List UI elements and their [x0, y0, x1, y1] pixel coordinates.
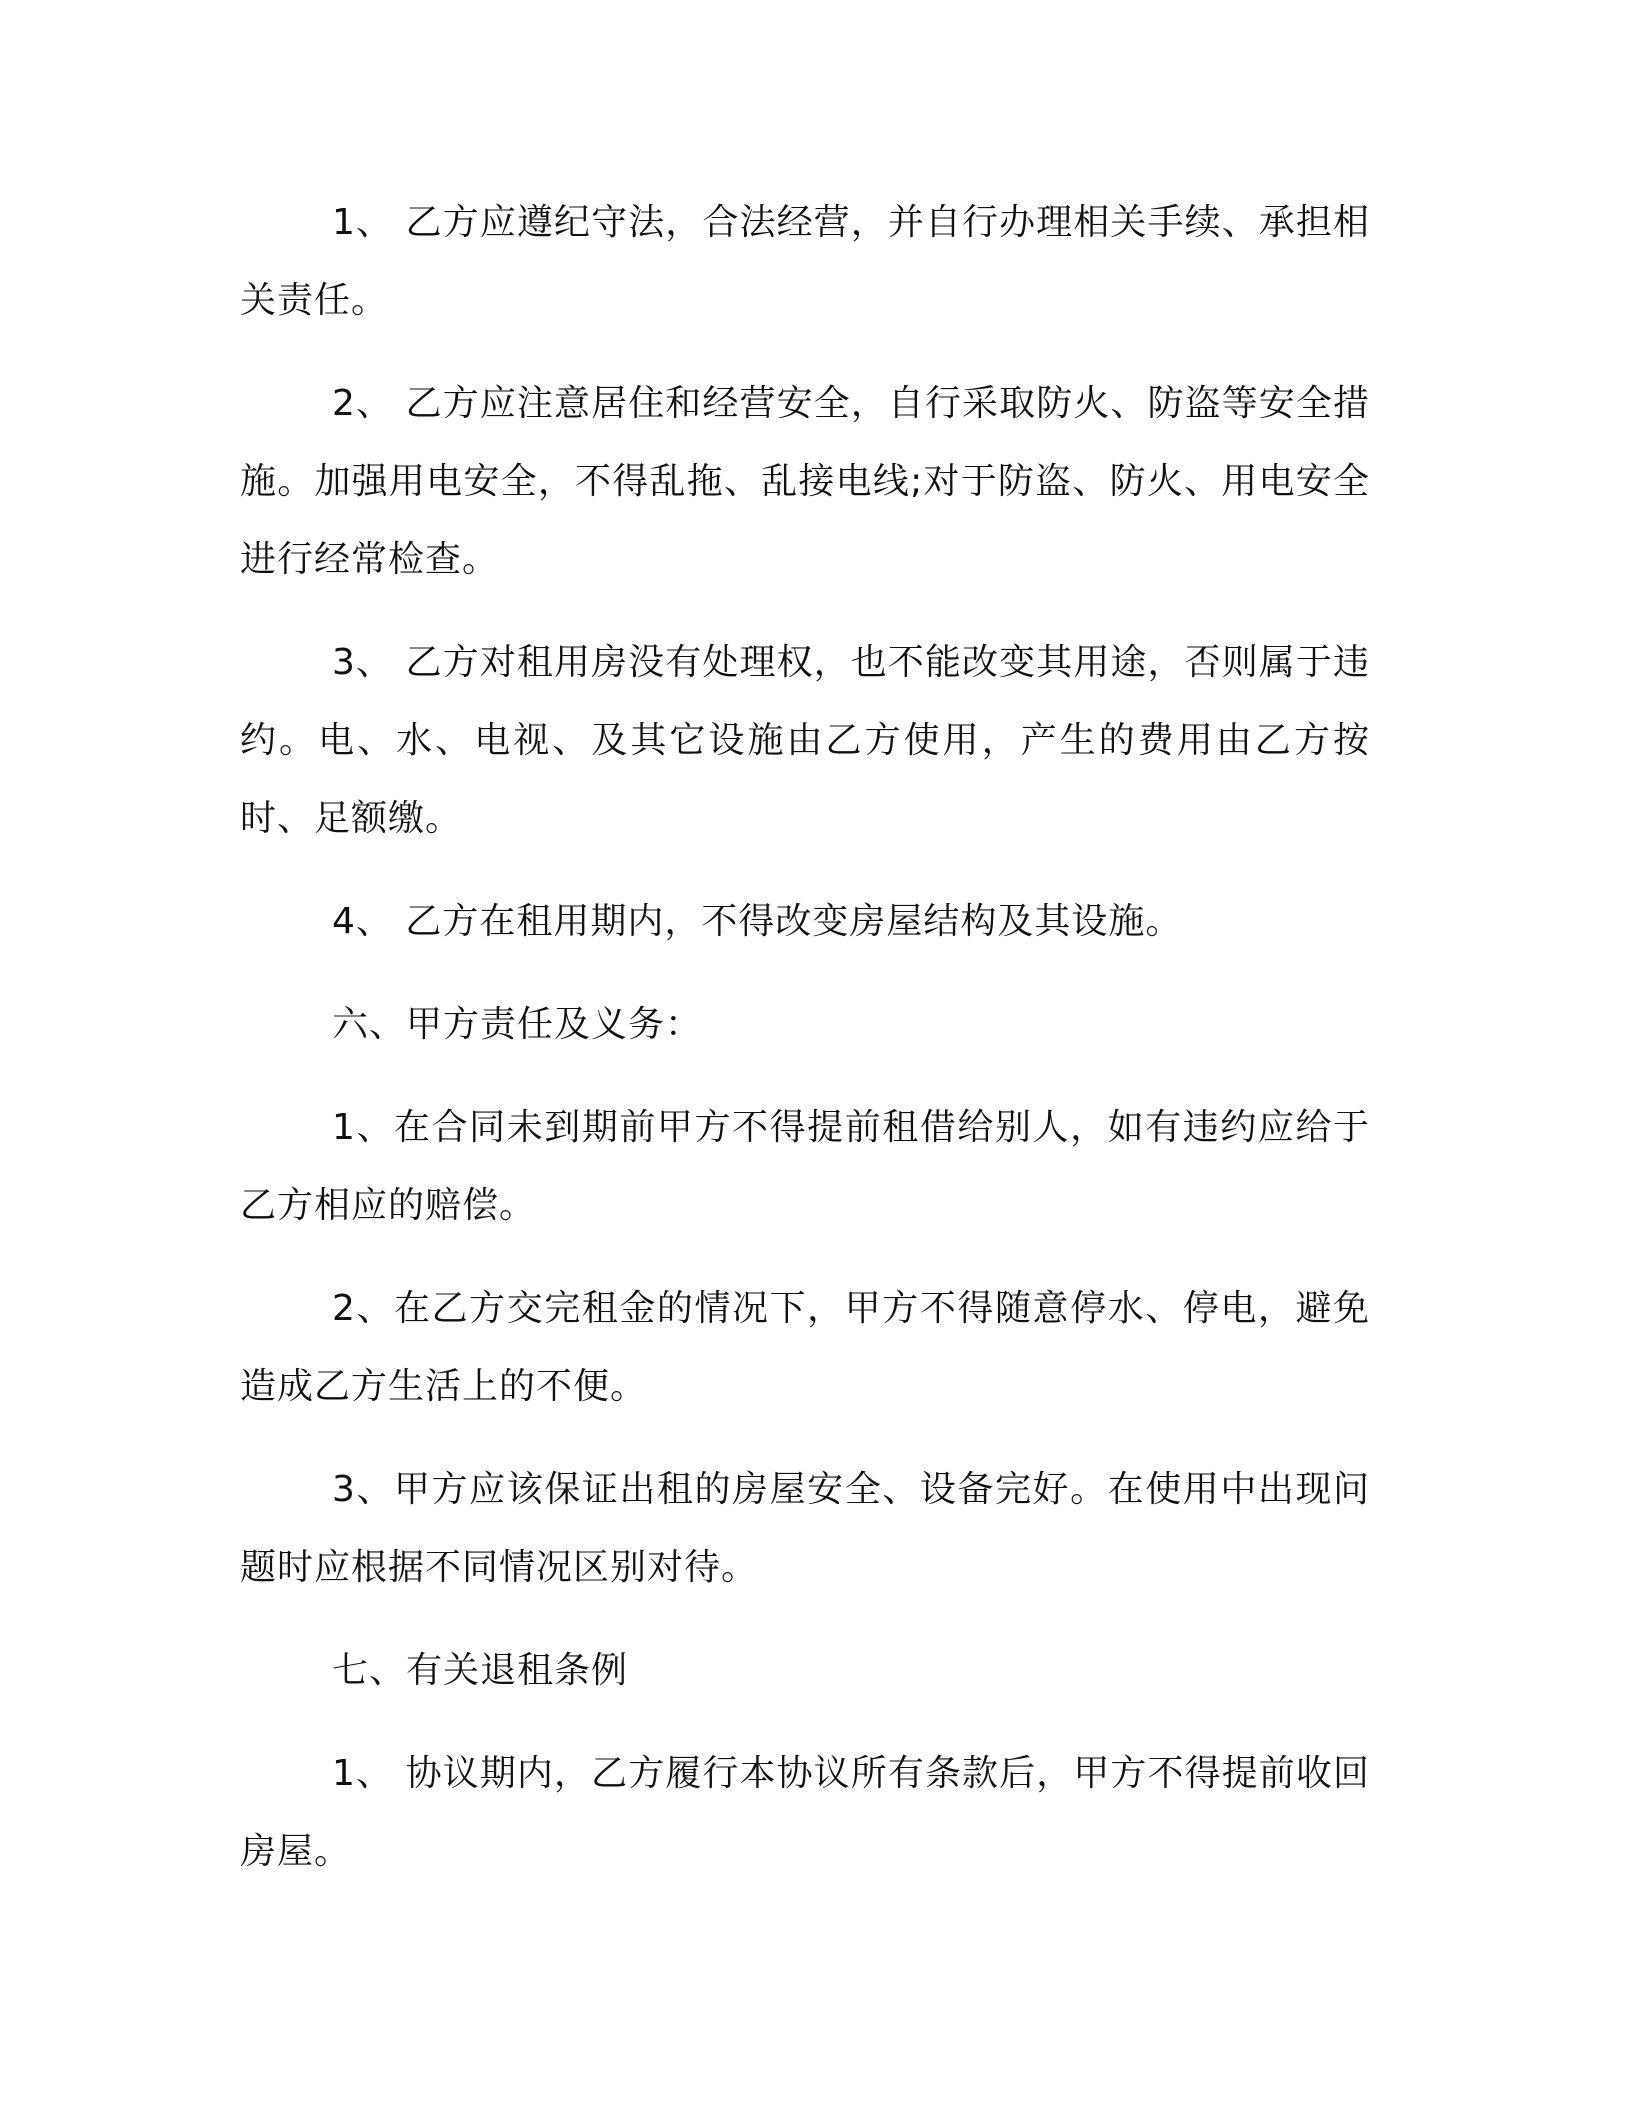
clause-b-3: 3、 乙方对租用房没有处理权，也不能改变其用途，否则属于违约。电、水、电视、及其它设施由乙方使用，产生的费用由乙方按时、足额缴。 [240, 642, 1370, 839]
clause-a-2: 2、在乙方交完租金的情况下，甲方不得随意停水、停电，避免造成乙方生活上的不便。 [240, 1288, 1370, 1407]
termination-clause-1: 1、 协议期内，乙方履行本协议所有条款后，甲方不得提前收回房屋。 [240, 1753, 1370, 1872]
clause-b-2: 2、 乙方应注意居住和经营安全，自行采取防火、防盗等安全措施。加强用电安全，不得乱拖、乱接电线;对于防盗、防火、用电安全进行经常检查。 [240, 383, 1370, 580]
section-heading-7: 七、有关退租条例 [332, 1650, 629, 1691]
clause-b-1: 1、 乙方应遵纪守法，合法经营，并自行办理相关手续、承担相关责任。 [240, 202, 1370, 321]
clause-a-3: 3、甲方应该保证出租的房屋安全、设备完好。在使用中出现问题时应根据不同情况区别对待。 [240, 1469, 1370, 1588]
section-heading-6: 六、甲方责任及义务： [332, 1004, 703, 1045]
clause-a-1: 1、在合同未到期前甲方不得提前租借给别人，如有违约应给于乙方相应的赔偿。 [240, 1107, 1370, 1226]
clause-b-4: 4、 乙方在租用期内，不得改变房屋结构及其设施。 [332, 901, 1183, 942]
document-body [240, 184, 1370, 1916]
